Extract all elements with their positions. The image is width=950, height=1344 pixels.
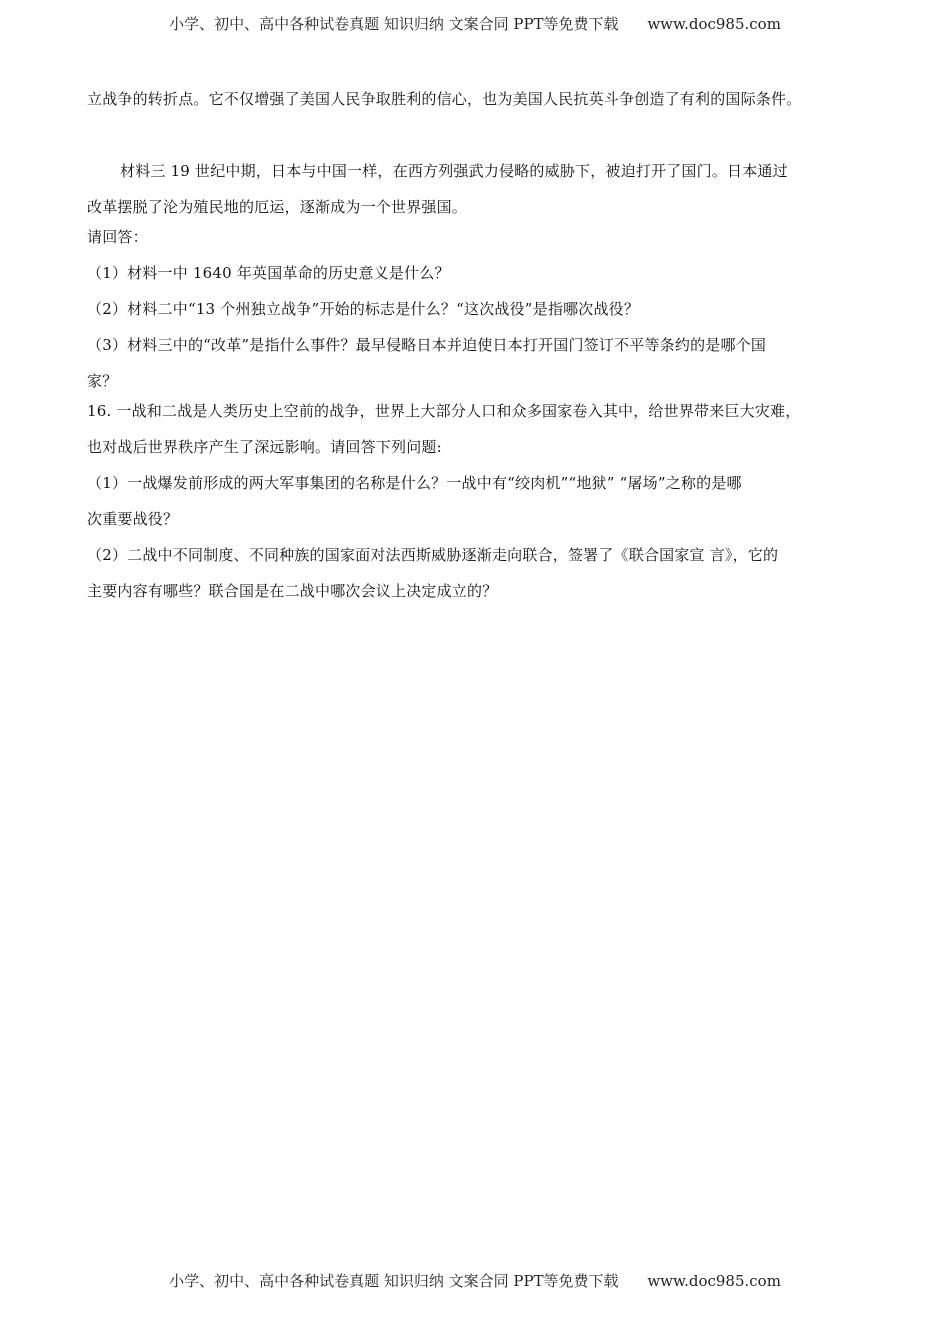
material3-line2: 改革摆脱了沦为殖民地的厄运，逐渐成为一个世界强国。 — [87, 198, 468, 216]
q15-question-2: （2）材料二中“13 个州独立战争”开始的标志是什么？“这次战役”是指哪次战役？ — [87, 300, 640, 318]
q16-question-2-line1: （2）二战中不同制度、不同种族的国家面对法西斯威胁逐渐走向联合，签署了《联合国家宣 言》，它的 — [87, 546, 779, 564]
header-site-link[interactable]: www.doc985.com — [647, 15, 781, 33]
q15-question-3-line2: 家？ — [87, 372, 118, 390]
prompt-line: 请回答： — [87, 228, 148, 246]
q16-question-1-line1: （1）一战爆发前形成的两大军事集团的名称是什么？一战中有“绞肉机”“地狱” “屠场”之称的是哪 — [87, 474, 742, 492]
header-text: 小学、初中、高中各种试卷真题 知识归纳 文案合同 PPT等免费下载 — [169, 15, 619, 33]
page-footer — [0, 1270, 950, 1291]
q15-question-3-line1: （3）材料三中的“改革”是指什么事件？最早侵略日本并迫使日本打开国门签订不平等条约的是哪个国 — [87, 336, 767, 354]
continuation-line: 立战争的转折点。它不仅增强了美国人民争取胜利的信心，也为美国人民抗英斗争创造了有利的国际条件。 — [87, 90, 802, 108]
q16-stem-line1: 16. 一战和二战是人类历史上空前的战争，世界上大部分人口和众多国家卷入其中，给世界带来巨大灾难， — [87, 402, 801, 420]
material3-line1: 材料三 19 世纪中期，日本与中国一样，在西方列强武力侵略的威胁下，被迫打开了国门。日本通过 — [120, 162, 788, 180]
q15-question-1: （1）材料一中 1640 年英国革命的历史意义是什么？ — [87, 264, 450, 282]
footer-text: 小学、初中、高中各种试卷真题 知识归纳 文案合同 PPT等免费下载 — [169, 1272, 619, 1290]
document-body — [87, 88, 867, 602]
page-header — [0, 13, 950, 34]
q16-question-1-line2: 次重要战役？ — [87, 510, 179, 528]
q16-stem-line2: 也对战后世界秩序产生了深远影响。请回答下列问题: — [87, 438, 442, 456]
footer-site-link[interactable]: www.doc985.com — [647, 1272, 781, 1290]
q16-question-2-line2: 主要内容有哪些？联合国是在二战中哪次会议上决定成立的？ — [87, 582, 498, 600]
